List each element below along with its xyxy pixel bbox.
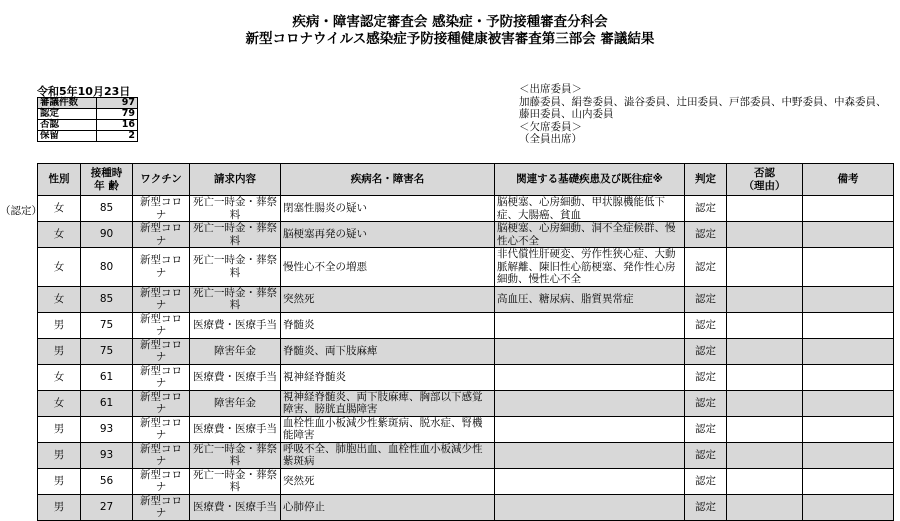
summary-table: [37, 97, 138, 142]
header-sex: 性別: [38, 164, 81, 196]
table-row: [38, 338, 894, 364]
cell-judgment: 認定: [685, 312, 727, 338]
table-row: [38, 286, 894, 312]
table-row: [38, 312, 894, 338]
cell-disease: 慢性心不全の増悪: [281, 248, 495, 287]
cell-claim: 医療費・医療手当: [190, 494, 281, 520]
cell-judgment: 認定: [685, 390, 727, 416]
absent-members: （全員出席）: [519, 133, 582, 145]
table-row: [38, 468, 894, 494]
table-row: [38, 196, 894, 222]
cell-sex: 男: [38, 468, 81, 494]
cell-age: 27: [81, 494, 133, 520]
table-row: [38, 248, 894, 287]
cell-basis: [495, 364, 685, 390]
header-vaccine: ワクチン: [133, 164, 190, 196]
absent-heading: ＜欠席委員＞: [519, 120, 582, 133]
cell-age: 75: [81, 312, 133, 338]
summary-row-pending: [38, 131, 138, 142]
table-header-row: [38, 164, 894, 196]
cell-age: 56: [81, 468, 133, 494]
cell-vaccine: 新型コロナ: [133, 468, 190, 494]
cell-claim: 死亡一時金・葬祭料: [190, 248, 281, 287]
cell-disease: 脊髄炎、両下肢麻痺: [281, 338, 495, 364]
summary-label: 認定: [38, 109, 97, 120]
header-claim: 請求内容: [190, 164, 281, 196]
cell-disease: 突然死: [281, 468, 495, 494]
cell-denial-reason: [727, 248, 803, 287]
cell-vaccine: 新型コロナ: [133, 338, 190, 364]
cell-disease: 脊髄炎: [281, 312, 495, 338]
document-title-line2: 新型コロナウイルス感染症予防接種健康被害審査第三部会 審議結果: [245, 31, 655, 47]
present-heading: ＜出席委員＞: [519, 83, 582, 95]
table-row: [38, 364, 894, 390]
cell-remarks: [803, 338, 894, 364]
cell-judgment: 認定: [685, 416, 727, 442]
cell-disease: 心肺停止: [281, 494, 495, 520]
cell-disease: 呼吸不全、肺胞出血、血栓性血小板減少性紫斑病: [281, 442, 495, 468]
cell-age: 80: [81, 248, 133, 287]
cell-remarks: [803, 442, 894, 468]
cell-vaccine: 新型コロナ: [133, 416, 190, 442]
summary-label: 保留: [38, 131, 97, 142]
cell-claim: 死亡一時金・葬祭料: [190, 442, 281, 468]
cell-disease: 視神経脊髄炎: [281, 364, 495, 390]
cell-age: 85: [81, 286, 133, 312]
cell-basis: 高血圧、糖尿病、脂質異常症: [495, 286, 685, 312]
header-denial-reason: [727, 164, 803, 196]
cell-sex: 女: [38, 390, 81, 416]
cell-vaccine: 新型コロナ: [133, 494, 190, 520]
cell-disease: 血栓性血小板減少性紫斑病、脱水症、腎機能障害: [281, 416, 495, 442]
cell-sex: 男: [38, 494, 81, 520]
cell-basis: 脳梗塞、心房細動、甲状腺機能低下症、大腸癌、貧血: [495, 196, 685, 222]
table-row: [38, 494, 894, 520]
cell-vaccine: 新型コロナ: [133, 390, 190, 416]
present-members-line1: 加藤委員、絹巻委員、澁谷委員、辻田委員、戸部委員、中野委員、中森委員、: [519, 95, 887, 108]
cell-denial-reason: [727, 390, 803, 416]
cell-remarks: [803, 390, 894, 416]
summary-row-approved: [38, 109, 138, 120]
header-age: [81, 164, 133, 196]
cell-vaccine: 新型コロナ: [133, 196, 190, 222]
cell-vaccine: 新型コロナ: [133, 248, 190, 287]
header-judgment: 判定: [685, 164, 727, 196]
cell-judgment: 認定: [685, 286, 727, 312]
cell-vaccine: 新型コロナ: [133, 442, 190, 468]
cell-remarks: [803, 248, 894, 287]
cell-remarks: [803, 468, 894, 494]
cell-judgment: 認定: [685, 494, 727, 520]
cell-denial-reason: [727, 338, 803, 364]
summary-row-denied: [38, 120, 138, 131]
cell-basis: [495, 442, 685, 468]
cell-denial-reason: [727, 416, 803, 442]
summary-value: 79: [97, 109, 138, 120]
cell-basis: [495, 390, 685, 416]
cell-claim: 医療費・医療手当: [190, 312, 281, 338]
cell-age: 93: [81, 442, 133, 468]
cell-denial-reason: [727, 364, 803, 390]
cell-remarks: [803, 416, 894, 442]
cell-age: 61: [81, 390, 133, 416]
present-members-line2: 藤田委員、山内委員: [519, 108, 614, 120]
table-row: [38, 416, 894, 442]
committee-members: [519, 83, 889, 146]
cell-basis: [495, 468, 685, 494]
table-row: [38, 222, 894, 248]
summary-row-total: [38, 98, 138, 109]
cell-judgment: 認定: [685, 364, 727, 390]
cell-sex: 男: [38, 338, 81, 364]
cell-remarks: [803, 494, 894, 520]
cell-claim: 死亡一時金・葬祭料: [190, 468, 281, 494]
cell-claim: 死亡一時金・葬祭料: [190, 286, 281, 312]
cell-remarks: [803, 364, 894, 390]
cell-judgment: 認定: [685, 248, 727, 287]
summary-value: 97: [97, 98, 138, 109]
header-basis: 関連する基礎疾患及び既往症※: [495, 164, 685, 196]
summary-label: 否認: [38, 120, 97, 131]
cell-judgment: 認定: [685, 338, 727, 364]
cell-denial-reason: [727, 222, 803, 248]
cell-vaccine: 新型コロナ: [133, 312, 190, 338]
cell-denial-reason: [727, 442, 803, 468]
cell-sex: 男: [38, 442, 81, 468]
cell-judgment: 認定: [685, 222, 727, 248]
cell-vaccine: 新型コロナ: [133, 286, 190, 312]
cell-claim: 医療費・医療手当: [190, 416, 281, 442]
cell-disease: 突然死: [281, 286, 495, 312]
header-remarks: 備考: [803, 164, 894, 196]
cell-sex: 男: [38, 312, 81, 338]
cell-denial-reason: [727, 286, 803, 312]
cell-remarks: [803, 222, 894, 248]
cell-sex: 女: [38, 248, 81, 287]
cell-sex: 女: [38, 364, 81, 390]
header-denial-line1: 否認: [754, 167, 775, 179]
cell-denial-reason: [727, 196, 803, 222]
cell-vaccine: 新型コロナ: [133, 222, 190, 248]
summary-label: 審議件数: [38, 98, 97, 109]
header-denial-line2: （理由）: [743, 179, 786, 192]
cell-age: 85: [81, 196, 133, 222]
meeting-date: 令和5年10月23日: [37, 85, 131, 98]
header-age-line2: 年 齢: [94, 179, 119, 192]
cell-denial-reason: [727, 494, 803, 520]
section-label-approved: （認定）: [0, 205, 42, 217]
cell-sex: 女: [38, 286, 81, 312]
cell-denial-reason: [727, 312, 803, 338]
cell-denial-reason: [727, 468, 803, 494]
cell-basis: 非代償性肝硬変、労作性狭心症、大動脈解離、陳旧性心筋梗塞、発作性心房細動、慢性心不全: [495, 248, 685, 287]
results-table: [37, 163, 894, 521]
cell-claim: 死亡一時金・葬祭料: [190, 196, 281, 222]
cell-claim: 死亡一時金・葬祭料: [190, 222, 281, 248]
cell-disease: 閉塞性腸炎の疑い: [281, 196, 495, 222]
cell-basis: [495, 338, 685, 364]
summary-value: 16: [97, 120, 138, 131]
cell-age: 75: [81, 338, 133, 364]
cell-sex: 男: [38, 416, 81, 442]
cell-claim: 医療費・医療手当: [190, 364, 281, 390]
cell-disease: 脳梗塞再発の疑い: [281, 222, 495, 248]
cell-claim: 障害年金: [190, 338, 281, 364]
cell-judgment: 認定: [685, 442, 727, 468]
cell-vaccine: 新型コロナ: [133, 364, 190, 390]
cell-judgment: 認定: [685, 468, 727, 494]
cell-basis: [495, 312, 685, 338]
table-row: [38, 442, 894, 468]
cell-judgment: 認定: [685, 196, 727, 222]
header-disease: 疾病名・障害名: [281, 164, 495, 196]
cell-age: 61: [81, 364, 133, 390]
cell-claim: 障害年金: [190, 390, 281, 416]
cell-remarks: [803, 286, 894, 312]
cell-basis: [495, 494, 685, 520]
cell-basis: 脳梗塞、心房細動、洞不全症候群、慢性心不全: [495, 222, 685, 248]
cell-basis: [495, 416, 685, 442]
table-row: [38, 390, 894, 416]
cell-remarks: [803, 312, 894, 338]
cell-sex: 女: [38, 196, 81, 222]
document-title-line1: 疾病・障害認定審査会 感染症・予防接種審査分科会: [292, 14, 608, 30]
summary-value: 2: [97, 131, 138, 142]
cell-age: 90: [81, 222, 133, 248]
cell-remarks: [803, 196, 894, 222]
cell-age: 93: [81, 416, 133, 442]
header-age-line1: 接種時: [90, 167, 123, 179]
cell-sex: 女: [38, 222, 81, 248]
cell-disease: 視神経脊髄炎、両下肢麻痺、胸部以下感覚障害、膀胱直腸障害: [281, 390, 495, 416]
